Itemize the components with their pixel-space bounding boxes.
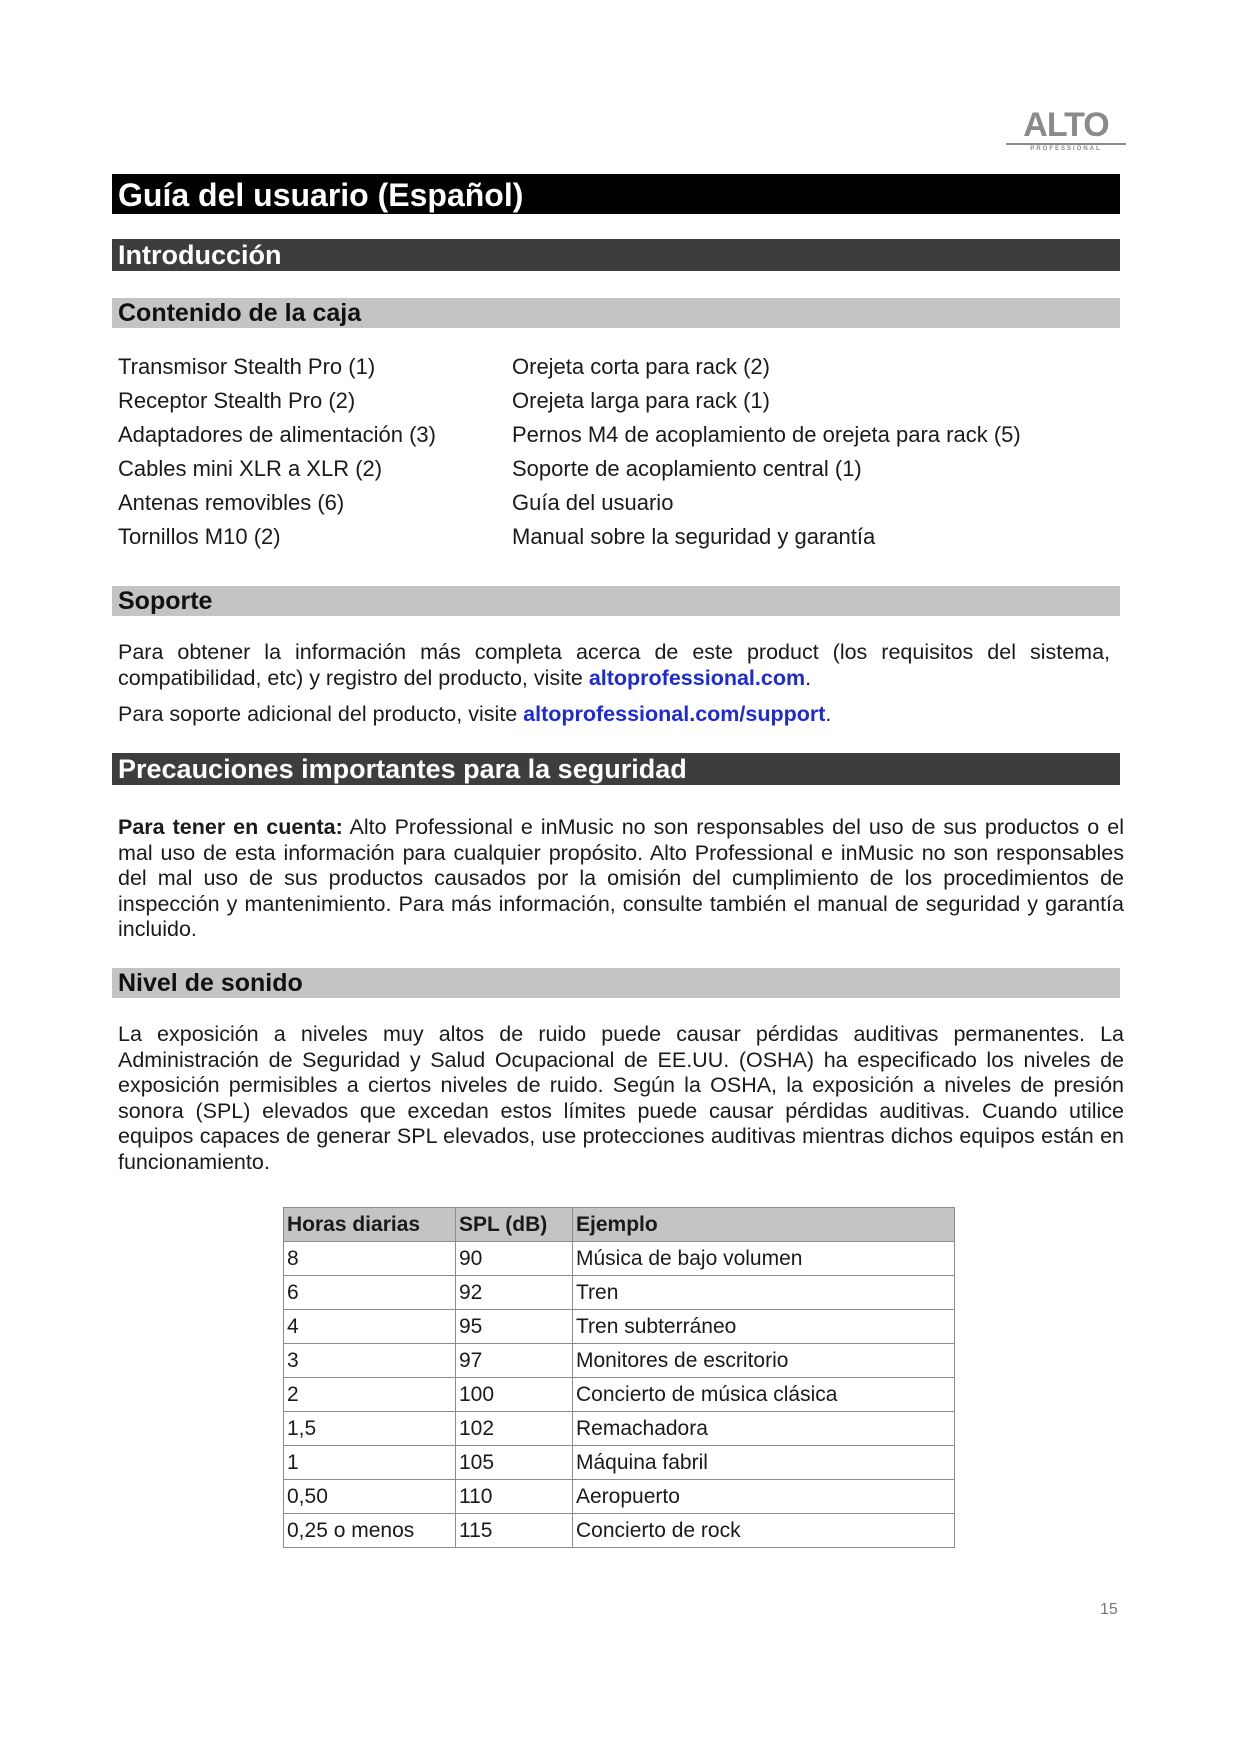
support-paragraph-1: Para obtener la información más completa acerca de este product (los requisitos del sistema, compatibilidad, etc) y registro del producto, visite altoprofessional.com. — [118, 640, 1110, 690]
logo-text: ALTO — [1023, 106, 1109, 144]
list-item: Manual sobre la seguridad y garantía — [512, 524, 876, 549]
box-items-left — [118, 350, 436, 554]
table-row: 8 90 Música de bajo volumen — [284, 1242, 955, 1276]
alto-logo — [1006, 108, 1126, 152]
section-introduction: Introducción — [112, 239, 1120, 271]
list-item: Receptor Stealth Pro (2) — [118, 388, 356, 413]
table-row: 1 105 Máquina fabril — [284, 1446, 955, 1480]
safety-lead: Para tener en cuenta: — [118, 815, 343, 839]
list-item: Guía del usuario — [512, 490, 674, 515]
header-cell: Horas diarias — [284, 1208, 456, 1242]
website-link[interactable]: altoprofessional.com — [588, 665, 806, 690]
table-row: 1,5 102 Remachadora — [284, 1412, 955, 1446]
header-cell: Ejemplo — [573, 1208, 955, 1242]
section-support: Soporte — [112, 586, 1120, 616]
section-sound-level: Nivel de sonido — [112, 968, 1120, 998]
support-paragraph-2: Para soporte adicional del producto, visite altoprofessional.com/support. — [118, 702, 832, 726]
list-item: Antenas removibles (6) — [118, 490, 345, 515]
section-box-contents: Contenido de la caja — [112, 298, 1120, 328]
sound-paragraph: La exposición a niveles muy altos de ruido puede causar pérdidas auditivas permanentes. La Administración de Seguridad y Salud Ocupacional de EE.UU. (OSHA) ha especificado los niveles de exposición permisibles a ciertos niveles de ruido. Según la OSHA, la exposición a niveles de presión sonora (SPL) elevados que excedan estos límites puede causar pérdidas auditivas. Cuando utilice equipos capaces de generar SPL elevados, use protecciones auditivas mientras dichos equipos están en funcionamiento. — [118, 1022, 1124, 1174]
page-number: 15 — [1100, 1601, 1118, 1618]
list-item: Cables mini XLR a XLR (2) — [118, 456, 383, 481]
box-items-right — [512, 350, 1021, 554]
logo-subtext: PROFESSIONAL — [1006, 143, 1126, 152]
table-header-row — [284, 1208, 955, 1242]
list-item: Orejeta larga para rack (1) — [512, 388, 770, 413]
table-row: 4 95 Tren subterráneo — [284, 1310, 955, 1344]
list-item: Pernos M4 de acoplamiento de orejeta para rack (5) — [512, 422, 1021, 447]
support-link[interactable]: altoprofessional.com/support — [523, 702, 826, 726]
table-row: 0,50 110 Aeropuerto — [284, 1480, 955, 1514]
table-row: 0,25 o menos 115 Concierto de rock — [284, 1514, 955, 1548]
spl-table — [283, 1207, 955, 1548]
section-safety: Precauciones importantes para la seguridad — [112, 753, 1120, 785]
header-cell: SPL (dB) — [456, 1208, 573, 1242]
table-row: 6 92 Tren — [284, 1276, 955, 1310]
table-row: 2 100 Concierto de música clásica — [284, 1378, 955, 1412]
list-item: Orejeta corta para rack (2) — [512, 354, 770, 379]
list-item: Transmisor Stealth Pro (1) — [118, 354, 376, 379]
table-row: 3 97 Monitores de escritorio — [284, 1344, 955, 1378]
page-title: Guía del usuario (Español) — [112, 174, 1120, 214]
safety-paragraph: Para tener en cuenta: Alto Professional e inMusic no son responsables del uso de sus productos o el mal uso de esta información para cualquier propósito. Alto Professional e inMusic no son responsables del mal uso de sus productos causados por la omisión del cumplimiento de los procedimientos de inspección y mantenimiento. Para más información, consulte también el manual de seguridad y garantía incluido. — [118, 815, 1124, 941]
list-item: Tornillos M10 (2) — [118, 524, 281, 549]
list-item: Adaptadores de alimentación (3) — [118, 422, 436, 447]
list-item: Soporte de acoplamiento central (1) — [512, 456, 862, 481]
